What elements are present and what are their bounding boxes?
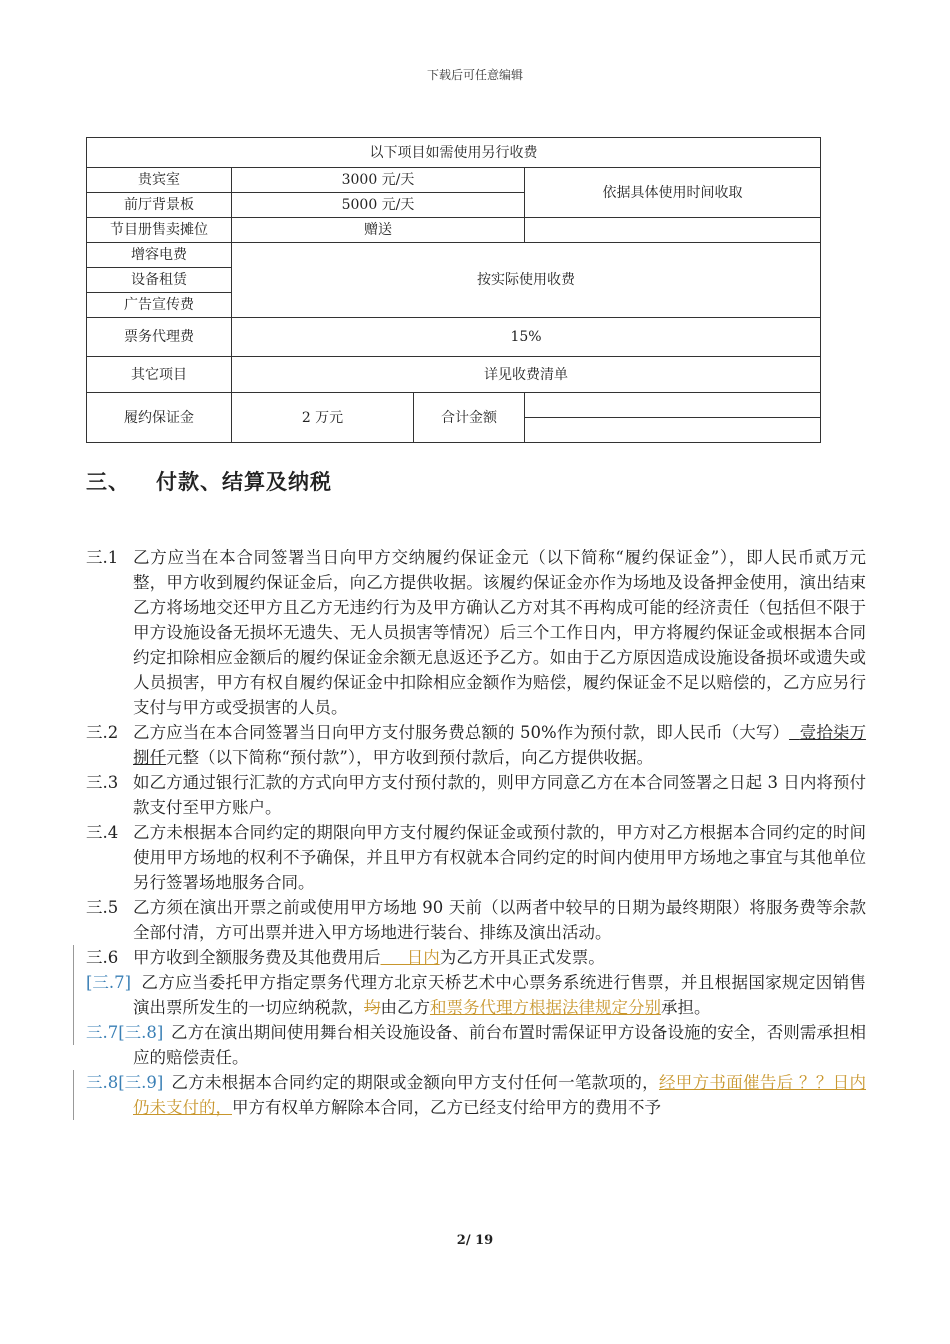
section-number: 三、: [86, 470, 130, 494]
table-cell: 2 万元: [232, 393, 414, 443]
table-cell: [525, 418, 821, 443]
fee-table: [86, 137, 821, 443]
clause-number: 三.2: [86, 723, 119, 742]
table-cell: 增容电费: [87, 243, 232, 268]
table-cell: 合计金额: [414, 393, 525, 443]
deleted-text: 均: [364, 998, 381, 1017]
clause-text: 甲方收到全额服务费及其他费用后: [133, 948, 381, 967]
clause-number: 三.8[三.9]: [86, 1073, 164, 1092]
table-cell: 履约保证金: [87, 393, 232, 443]
clause-text: 乙方应当在本合同签署当日向甲方支付服务费总额的 50%作为预付款，即人民币（大写）: [133, 723, 790, 742]
clause-number: 三.1: [86, 548, 119, 567]
clause-text: 乙方应当委托甲方指定票务代理方北京天桥艺术中心票务系统进行售票，并且根据国家规定因销售演出票所发生的一切应纳税款，: [133, 973, 866, 1017]
clause-list: [86, 545, 866, 1120]
clause-number: 三.5: [86, 898, 119, 917]
table-cell: 赠送: [232, 218, 525, 243]
table-cell: 节目册售卖摊位: [87, 218, 232, 243]
clause-number: 三.4: [86, 823, 119, 842]
clause-text: 乙方须在演出开票之前或使用甲方场地 90 天前（以两者中较早的日期为最终期限）将服务费等余款全部付清，方可出票并进入甲方场地进行装台、排练及演出活动。: [133, 898, 866, 942]
revision-bar: [73, 970, 74, 1045]
table-cell: 设备租赁: [87, 268, 232, 293]
section-title: 付款、结算及纳税: [156, 470, 332, 494]
section-heading: [86, 466, 332, 496]
clause-text: 如乙方通过银行汇款的方式向甲方支付预付款的，则甲方同意乙方在本合同签署之日起 3 日内将预付款支付至甲方账户。: [133, 773, 866, 817]
revision-bar: [73, 945, 74, 970]
table-cell: [525, 218, 821, 243]
table-cell: 贵宾室: [87, 168, 232, 193]
clause-text: 甲方有权单方解除本合同，乙方已经支付给甲方的费用不予: [232, 1098, 661, 1117]
revision-bar: [73, 1070, 74, 1120]
prepay-amount-text: 壹拾柒万捌仟: [133, 723, 867, 767]
clause-3-4: [86, 820, 866, 895]
clause-text: 乙方应当在本合同签署当日向甲方交纳履约保证金元（以下简称“履约保证金”），即人民币贰万元整，甲方收到履约保证金后，向乙方提供收据。该履约保证金亦作为场地及设备押金使用，演出结束乙方将场地交还甲方且乙方无违约行为及甲方确认乙方对其不再构成可能的经济责任（包括但不限于甲方设施设备无损坏无遗失、无人员损害等情况）后三个工作日内，甲方将履约保证金或根据本合同约定扣除相应金额后的履约保证金余额无息返还予乙方。如由于乙方原因造成设施设备损坏或遗失或人员损害，甲方有权自履约保证金中扣除相应金额作为赔偿，履约保证金不足以赔偿的，乙方应另行支付与甲方或受损害的人员。: [133, 548, 866, 717]
table-cell: 依据具体使用时间收取: [525, 168, 821, 218]
table-title: 以下项目如需使用另行收费: [87, 138, 821, 168]
page-number: 2/ 19: [456, 1233, 494, 1248]
clause-3-9: [86, 1070, 866, 1120]
clause-number: [三.7]: [86, 973, 132, 992]
table-cell: 广告宣传费: [87, 293, 232, 318]
clause-3-8: [86, 1020, 866, 1070]
table-cell: 15%: [232, 318, 821, 357]
clause-text: 乙方未根据本合同约定的期限或金额向甲方支付任何一笔款项的，: [171, 1073, 659, 1092]
clause-number: 三.7[三.8]: [86, 1023, 164, 1042]
table-cell: [525, 393, 821, 418]
clause-text: 乙方未根据本合同约定的期限向甲方支付履约保证金或预付款的，甲方对乙方根据本合同约定的时间使用甲方场地的权利不予确保，并且甲方有权就本合同约定的时间内使用甲方场地之事宜与其他单位另行签署场地服务合同。: [133, 823, 866, 892]
table-cell: 5000 元/天: [232, 193, 525, 218]
clause-3-2: [86, 720, 866, 770]
clause-text: 为乙方开具正式发票。: [439, 948, 605, 967]
clause-3-5: [86, 895, 866, 945]
clause-3-7: [86, 970, 866, 1020]
clause-3-6: [86, 945, 866, 970]
inserted-text: 日内: [380, 948, 440, 967]
inserted-text: 和票务代理方根据法律规定分别: [430, 998, 661, 1017]
clause-3-3: [86, 770, 866, 820]
table-cell: 其它项目: [87, 357, 232, 393]
inserted-text: 经甲方书面催告后 ？？日内仍未支付的，: [133, 1073, 866, 1117]
table-cell: 按实际使用收费: [232, 243, 821, 318]
clause-text: 元整（以下简称“预付款”），甲方收到预付款后，向乙方提供收据。: [166, 748, 654, 767]
table-cell: 前厅背景板: [87, 193, 232, 218]
clause-text: 由乙方: [380, 998, 430, 1017]
table-cell: 3000 元/天: [232, 168, 525, 193]
clause-text: 承担。: [661, 998, 711, 1017]
table-cell: 票务代理费: [87, 318, 232, 357]
table-cell: 详见收费清单: [232, 357, 821, 393]
clause-3-1: [86, 545, 866, 720]
clause-text: 乙方在演出期间使用舞台相关设施设备、前台布置时需保证甲方设备设施的安全，否则需承担相应的赔偿责任。: [133, 1023, 866, 1067]
clause-number: 三.6: [86, 948, 119, 967]
clause-number: 三.3: [86, 773, 119, 792]
page-header: 下载后可任意编辑: [426, 68, 523, 82]
